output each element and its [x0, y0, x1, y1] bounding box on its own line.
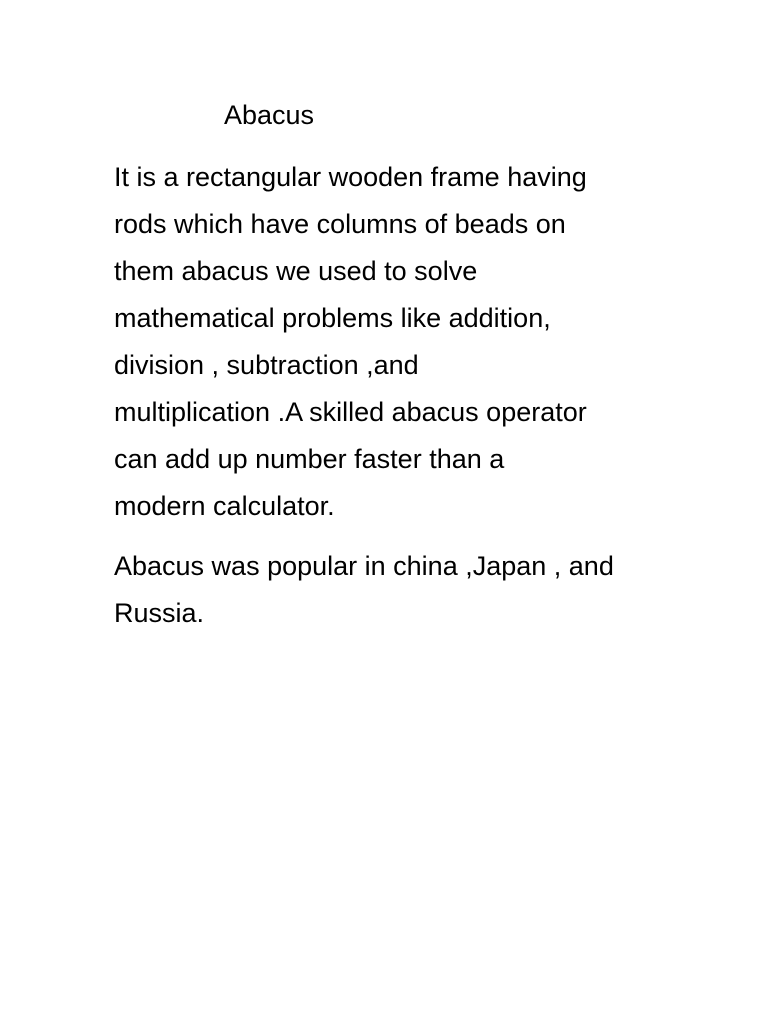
paragraph-line: rods which have columns of beads on: [114, 209, 566, 239]
paragraph-line: mathematical problems like addition,: [114, 303, 551, 333]
paragraph-line: modern calculator.: [114, 491, 335, 521]
paragraph-line: Russia.: [114, 598, 205, 628]
paragraph-line: multiplication .A skilled abacus operator: [114, 397, 587, 427]
paragraph-line: division , subtraction ,and: [114, 350, 419, 380]
paragraph-line: can add up number faster than a: [114, 444, 505, 474]
paragraph-popularity: [114, 543, 614, 637]
paragraph-line: Abacus was popular in china ,Japan , and: [114, 551, 614, 581]
paragraph-description: [114, 154, 587, 530]
paragraph-line: It is a rectangular wooden frame having: [114, 162, 587, 192]
document-title: Abacus: [224, 100, 315, 130]
paragraph-line: them abacus we used to solve: [114, 256, 478, 286]
